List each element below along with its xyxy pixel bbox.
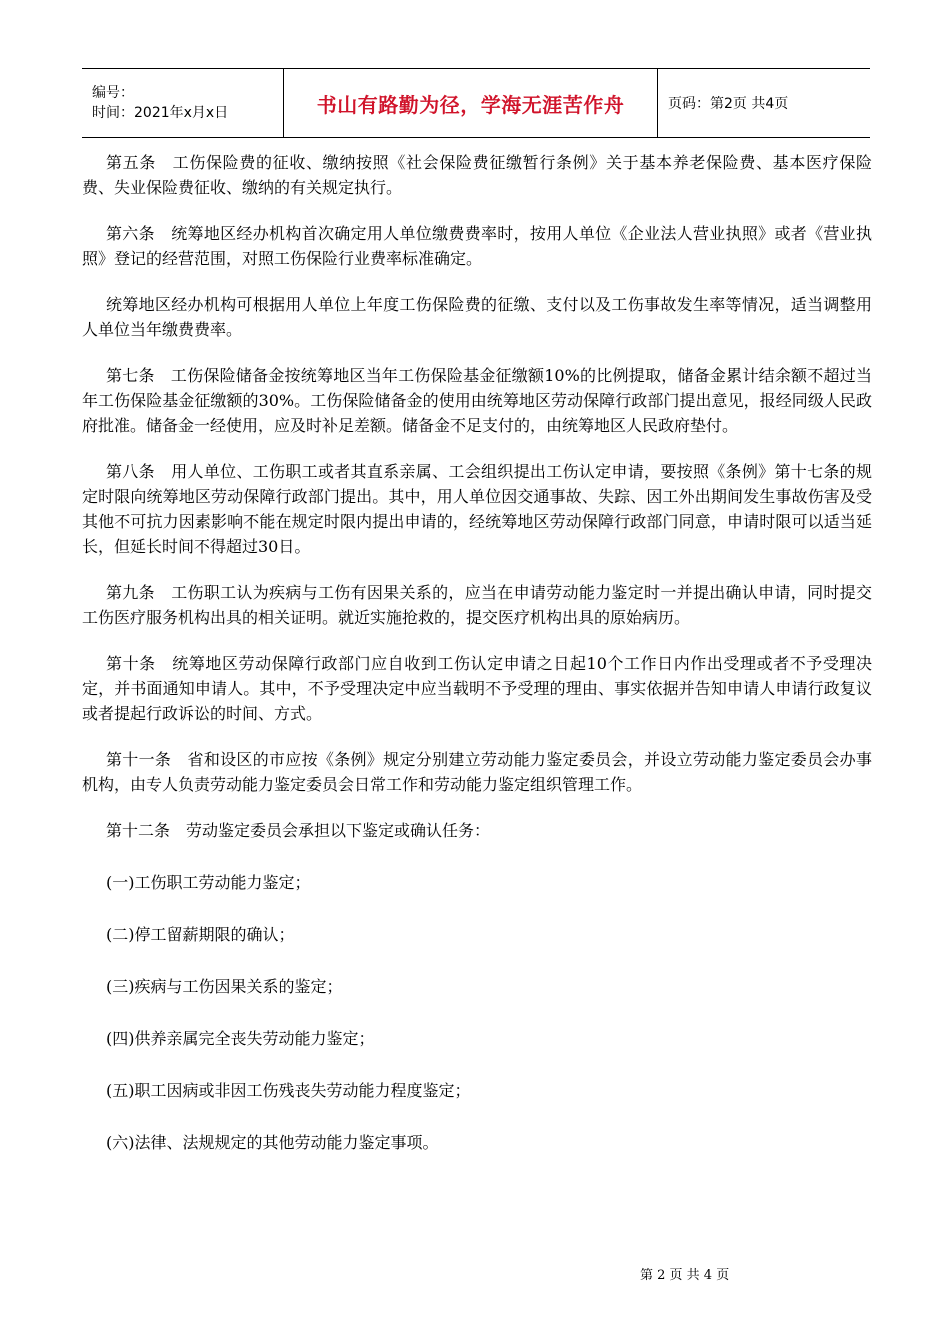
article-6: 第六条 统筹地区经办机构首次确定用人单位缴费费率时，按用人单位《企业法人营业执照》或者《营业执照》登记的经营范围，对照工伤保险行业费率标准确定。 <box>82 224 872 268</box>
article-8: 第八条 用人单位、工伤职工或者其直系亲属、工会组织提出工伤认定申请，要按照《条例》第十七条的规定时限向统筹地区劳动保障行政部门提出。其中，用人单位因交通事故、失踪、因工外出期间发生事故伤害及受其他不可抗力因素影响不能在规定时限内提出申请的，经统筹地区劳动保障行政部门同意，申请时限可以适当延长，但延长时间不得超过30日。 <box>82 462 872 556</box>
list-item: (二)停工留薪期限的确认； <box>106 925 295 944</box>
document-header <box>82 68 870 138</box>
list-item: (五)职工因病或非因工伤残丧失劳动能力程度鉴定； <box>106 1081 471 1100</box>
page-footer: 第 2 页 共 4 页 <box>640 1268 730 1283</box>
motto-text: 书山有路勤为径，学海无涯苦作舟 <box>316 92 625 117</box>
article-5: 第五条 工伤保险费的征收、缴纳按照《社会保险费征缴暂行条例》关于基本养老保险费、基本医疗保险费、失业保险费征收、缴纳的有关规定执行。 <box>82 153 872 197</box>
document-body <box>82 150 872 1182</box>
article-10: 第十条 统筹地区劳动保障行政部门应自收到工伤认定申请之日起10个工作日内作出受理或者不予受理决定，并书面通知申请人。其中，不予受理决定中应当载明不予受理的理由、事实依据并告知申请人申请行政复议或者提起行政诉讼的时间、方式。 <box>82 654 872 723</box>
article-7: 第七条 工伤保险储备金按统筹地区当年工伤保险基金征缴额10%的比例提取，储备金累计结余额不超过当年工伤保险基金征缴额的30%。工伤保险储备金的使用由统筹地区劳动保障行政部门提出意见，报经同级人民政府批准。储备金一经使用，应及时补足差额。储备金不足支付的，由统筹地区人民政府垫付。 <box>82 366 872 435</box>
article-11: 第十一条 省和设区的市应按《条例》规定分别建立劳动能力鉴定委员会，并设立劳动能力鉴定委员会办事机构，由专人负责劳动能力鉴定委员会日常工作和劳动能力鉴定组织管理工作。 <box>82 750 872 794</box>
header-page-cell <box>658 69 870 137</box>
list-item: (六)法律、法规规定的其他劳动能力鉴定事项。 <box>106 1133 439 1152</box>
list-item: (四)供养亲属完全丧失劳动能力鉴定； <box>106 1029 375 1048</box>
date-label: 时间：2021年x月x日 <box>92 105 229 121</box>
list-item: (一)工伤职工劳动能力鉴定； <box>106 873 311 892</box>
page-info: 页码：第2页 共4页 <box>668 96 789 112</box>
header-motto-cell <box>283 69 658 137</box>
serial-number-label: 编号： <box>92 85 134 101</box>
article-12: 第十二条 劳动鉴定委员会承担以下鉴定或确认任务： <box>106 821 491 840</box>
article-9: 第九条 工伤职工认为疾病与工伤有因果关系的，应当在申请劳动能力鉴定时一并提出确认申请，同时提交工伤医疗服务机构出具的相关证明。就近实施抢救的，提交医疗机构出具的原始病历。 <box>82 583 872 627</box>
article-6-continued: 统筹地区经办机构可根据用人单位上年度工伤保险费的征缴、支付以及工伤事故发生率等情况，适当调整用人单位当年缴费费率。 <box>82 295 872 339</box>
header-meta <box>82 69 283 137</box>
list-item: (三)疾病与工伤因果关系的鉴定； <box>106 977 343 996</box>
